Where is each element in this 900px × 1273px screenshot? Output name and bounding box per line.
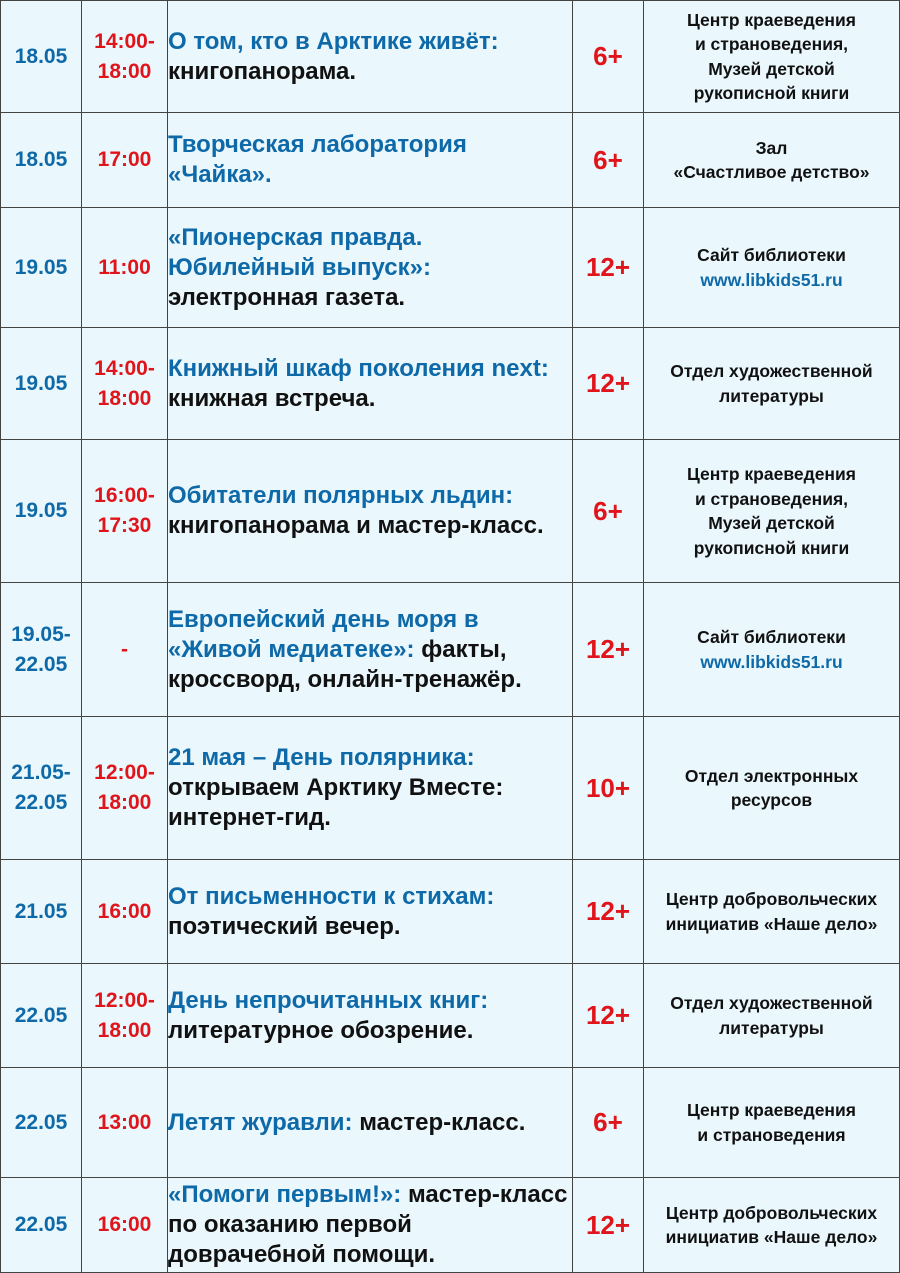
age-rating: 6+ <box>573 1068 644 1178</box>
time-line: 18:00 <box>97 59 152 83</box>
time-line: 12:00- <box>94 988 155 1012</box>
location-line: Сайт библиотеки <box>697 627 846 647</box>
event-details: электронная газета. <box>168 283 406 311</box>
location-line: Сайт библиотеки <box>697 245 846 265</box>
location-line: Музей детской <box>708 58 835 79</box>
age-rating: 12+ <box>573 860 644 964</box>
table-row <box>1 113 900 208</box>
date-line: 22.05 <box>14 652 68 676</box>
table-row <box>1 860 900 964</box>
location-line: литературы <box>719 385 824 406</box>
location-line: Зал <box>755 137 788 158</box>
event-time <box>82 440 168 583</box>
date-line: 18.05 <box>14 148 68 171</box>
event-details: мастер-класс по оказанию первой доврачебной помощи. <box>168 1181 568 1268</box>
age-rating: 12+ <box>573 964 644 1068</box>
time-line: 18:00 <box>97 1018 152 1042</box>
time-line: 12:00- <box>94 761 155 784</box>
time-line: 17:00 <box>97 148 152 171</box>
event-details: факты, кроссворд, онлайн-тренажёр. <box>168 635 522 693</box>
event-title: Обитатели полярных льдин: <box>168 482 514 509</box>
event-time <box>82 964 168 1068</box>
schedule-body <box>1 1 900 1273</box>
location-line: Центр краеведения <box>687 464 856 484</box>
event-description <box>168 440 573 583</box>
age-rating: 12+ <box>573 583 644 717</box>
event-title: Летят журавли: <box>168 1108 353 1136</box>
event-description <box>168 328 573 440</box>
location-line: инициатив «Наше дело» <box>665 1227 878 1247</box>
time-line: 18:00 <box>97 386 152 410</box>
time-line: 16:00 <box>97 1213 152 1236</box>
event-time <box>82 583 168 717</box>
event-title: Творческая лаборатория «Чайка». <box>168 131 467 188</box>
event-details: книжная встреча. <box>168 384 376 412</box>
date-line: 21.05 <box>14 899 68 923</box>
library-site-link[interactable]: www.libkids51.ru <box>700 269 843 290</box>
event-description <box>168 1178 573 1273</box>
date-line: 19.05 <box>14 371 68 395</box>
time-line: 14:00- <box>94 29 155 53</box>
location-line: Музей детской <box>708 513 835 533</box>
location-line: Отдел художественной <box>670 361 873 381</box>
event-time <box>82 1068 168 1178</box>
table-row <box>1 208 900 328</box>
event-location <box>644 1 900 113</box>
event-time <box>82 1 168 113</box>
event-date <box>1 1068 82 1178</box>
event-location <box>644 717 900 860</box>
event-location <box>644 440 900 583</box>
date-line: 22.05 <box>14 791 68 814</box>
event-title: О том, кто в Арктике живёт: <box>168 27 499 55</box>
table-row <box>1 440 900 583</box>
event-time <box>82 208 168 328</box>
event-date <box>1 328 82 440</box>
table-row <box>1 583 900 717</box>
event-time <box>82 113 168 208</box>
location-line: рукописной книги <box>693 537 850 558</box>
date-line: 19.05- <box>11 622 71 646</box>
time-line: 16:00- <box>94 484 155 507</box>
event-title: «Пионерская правда. Юбилейный выпуск»: <box>168 223 431 281</box>
event-title: 21 мая – День полярника: <box>168 744 475 771</box>
time-line: 13:00 <box>97 1110 152 1134</box>
event-details: книгопанорама и мастер-класс. <box>168 512 544 539</box>
event-time <box>82 717 168 860</box>
event-time <box>82 328 168 440</box>
event-description <box>168 717 573 860</box>
table-row <box>1 717 900 860</box>
age-rating: 6+ <box>573 440 644 583</box>
date-line: 22.05 <box>14 1213 68 1236</box>
location-line: и страноведения, <box>694 34 849 54</box>
time-line: 14:00- <box>94 356 155 380</box>
event-description <box>168 860 573 964</box>
location-line: рукописной книги <box>693 83 850 103</box>
event-title: Книжный шкаф поколения next: <box>168 354 549 382</box>
event-date <box>1 208 82 328</box>
event-details: поэтический вечер. <box>168 912 401 940</box>
event-location <box>644 583 900 717</box>
location-line: Отдел художественной <box>670 993 873 1013</box>
event-description <box>168 208 573 328</box>
event-description <box>168 113 573 208</box>
event-date <box>1 1178 82 1273</box>
date-line: 21.05- <box>11 761 71 784</box>
age-rating: 12+ <box>573 328 644 440</box>
event-location <box>644 860 900 964</box>
event-location <box>644 1068 900 1178</box>
event-date <box>1 717 82 860</box>
table-row <box>1 964 900 1068</box>
event-time <box>82 860 168 964</box>
location-line: Центр краеведения <box>687 1100 856 1120</box>
event-description <box>168 583 573 717</box>
age-rating: 12+ <box>573 1178 644 1273</box>
location-line: Отдел электронных <box>684 765 859 786</box>
event-date <box>1 113 82 208</box>
event-time <box>82 1178 168 1273</box>
table-row <box>1 1 900 113</box>
time-line: 18:00 <box>97 791 152 814</box>
table-row <box>1 1178 900 1273</box>
time-line: 16:00 <box>97 899 152 923</box>
location-line: инициатив «Наше дело» <box>665 913 878 934</box>
event-title: День непрочитанных книг: <box>168 986 489 1014</box>
event-description <box>168 1068 573 1178</box>
event-location <box>644 208 900 328</box>
event-title: «Помоги первым!»: <box>168 1181 402 1208</box>
age-rating: 6+ <box>573 1 644 113</box>
event-date <box>1 1 82 113</box>
event-title: Европейский день моря в «Живой медиатеке»: <box>168 605 479 663</box>
event-description <box>168 1 573 113</box>
location-line: Центр добровольческих <box>665 1202 878 1223</box>
date-line: 22.05 <box>14 1110 68 1134</box>
date-line: 18.05 <box>14 44 68 68</box>
location-line: Центр добровольческих <box>665 889 878 909</box>
event-description <box>168 964 573 1068</box>
table-row <box>1 1068 900 1178</box>
event-date <box>1 440 82 583</box>
location-line: ресурсов <box>730 790 813 810</box>
event-details: мастер-класс. <box>359 1108 526 1136</box>
event-details: книгопанорама. <box>168 57 357 85</box>
event-location <box>644 1178 900 1273</box>
date-line: 19.05 <box>14 255 68 279</box>
event-date <box>1 583 82 717</box>
time-line: - <box>121 637 128 661</box>
date-line: 19.05 <box>14 499 68 522</box>
event-title: От письменности к стихам: <box>168 882 495 910</box>
date-line: 22.05 <box>14 1003 68 1027</box>
table-row <box>1 328 900 440</box>
event-date <box>1 860 82 964</box>
age-rating: 12+ <box>573 208 644 328</box>
event-location <box>644 328 900 440</box>
time-line: 11:00 <box>98 255 151 279</box>
age-rating: 6+ <box>573 113 644 208</box>
location-line: «Счастливое детство» <box>673 162 870 182</box>
event-details: литературное обозрение. <box>168 1016 474 1044</box>
location-line: и страноведения, <box>694 488 849 509</box>
location-line: Центр краеведения <box>687 9 856 30</box>
time-line: 17:30 <box>97 514 152 537</box>
library-site-link[interactable]: www.libkids51.ru <box>700 651 843 672</box>
event-details: открываем Арктику Вместе: интернет-гид. <box>168 774 504 831</box>
event-location <box>644 113 900 208</box>
location-line: литературы <box>719 1017 824 1038</box>
location-line: и страноведения <box>697 1124 846 1145</box>
age-rating: 10+ <box>573 717 644 860</box>
event-date <box>1 964 82 1068</box>
event-location <box>644 964 900 1068</box>
